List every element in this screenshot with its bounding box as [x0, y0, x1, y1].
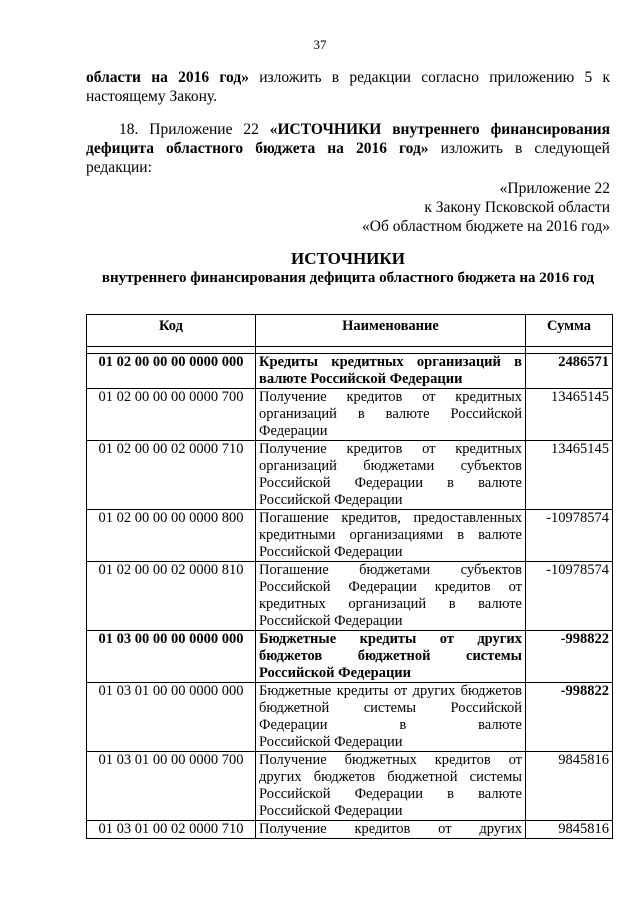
appendix-line-3: «Об областном бюджете на 2016 год»: [362, 218, 610, 235]
table-row: [87, 562, 613, 631]
header-sum: Сумма: [526, 315, 613, 347]
row-name: [256, 389, 526, 441]
row-code: 01 02 00 00 02 0000 810: [87, 562, 256, 631]
header-code: Код: [87, 315, 256, 347]
row-name: [256, 821, 526, 839]
table-spacer-row: [87, 347, 613, 354]
paragraph-2-bold: «ИСТОЧНИКИ внутреннего финансирования дефицита областного бюджета на 2016 год»: [86, 121, 610, 157]
row-name-last-line: Федерации: [259, 423, 328, 439]
row-name: [256, 562, 526, 631]
appendix-line-2: к Закону Псковской области: [424, 199, 610, 216]
row-code: 01 03 01 00 00 0000 700: [87, 752, 256, 821]
table-heading: [86, 249, 610, 288]
row-code: 01 02 00 00 02 0000 710: [87, 441, 256, 510]
table-row: [87, 441, 613, 510]
row-sum: 9845816: [526, 752, 613, 821]
table-header-row: [87, 315, 613, 347]
row-name-last-line: Российской Федерации: [259, 803, 403, 819]
row-name: [256, 510, 526, 562]
row-name-text: Кредиты кредитных организаций в: [259, 354, 522, 370]
row-name: [256, 631, 526, 683]
row-name-last-line: Российской Федерации: [259, 613, 403, 629]
row-sum: -10978574: [526, 510, 613, 562]
sources-table: [86, 314, 613, 839]
row-name-text: Получение кредитов от кредитных организаций в валюте Российской: [259, 389, 522, 422]
table-row: [87, 631, 613, 683]
row-sum: 9845816: [526, 821, 613, 839]
row-name-text: Бюджетные кредиты от других бюджетов бюджетной системы Российской Федерации в валюте: [259, 683, 522, 733]
row-sum: 13465145: [526, 389, 613, 441]
table-row: [87, 354, 613, 389]
row-name: [256, 354, 526, 389]
row-name-last-line: Российской Федерации: [259, 665, 412, 681]
header-name: Наименование: [256, 315, 526, 347]
paragraph-2: [86, 120, 610, 177]
paragraph-1-bold: области на 2016 год»: [86, 69, 249, 86]
row-name-text: Погашение бюджетами субъектов Российской Федерации кредитов от кредитных организаций в валюте: [259, 562, 522, 612]
row-name: [256, 752, 526, 821]
row-code: 01 02 00 00 00 0000 700: [87, 389, 256, 441]
row-code: 01 02 00 00 00 0000 800: [87, 510, 256, 562]
heading-title: ИСТОЧНИКИ: [291, 249, 405, 268]
row-sum: -998822: [526, 683, 613, 752]
row-sum: -998822: [526, 631, 613, 683]
appendix-line-1: «Приложение 22: [499, 180, 610, 197]
appendix-reference: [362, 179, 610, 236]
heading-subtitle: внутреннего финансирования дефицита областного бюджета на 2016 год: [101, 270, 595, 286]
row-code: 01 03 01 00 02 0000 710: [87, 821, 256, 839]
row-name-last-line: валюте Российской Федерации: [259, 371, 463, 387]
row-code: 01 03 01 00 00 0000 000: [87, 683, 256, 752]
row-sum: 2486571: [526, 354, 613, 389]
row-name-text: Получение кредитов от кредитных организаций бюджетами субъектов Российской Федерации в валюте: [259, 441, 522, 491]
paragraph-1-text: изложить в редакции согласно приложению 5 к настоящему Закону.: [86, 69, 610, 105]
row-name-last-line: Российской Федерации: [259, 734, 403, 750]
row-name: [256, 683, 526, 752]
row-name-text: Получение кредитов от других: [259, 821, 522, 837]
row-sum: 13465145: [526, 441, 613, 510]
table-row: [87, 510, 613, 562]
paragraph-2-lead: 18. Приложение 22: [119, 121, 270, 138]
page-number: 37: [313, 37, 327, 52]
paragraph-1: [86, 68, 610, 106]
row-name-text: Получение бюджетных кредитов от других бюджетов бюджетной системы Российской Федерации в валюте: [259, 752, 522, 802]
row-sum: -10978574: [526, 562, 613, 631]
row-code: 01 03 00 00 00 0000 000: [87, 631, 256, 683]
row-code: 01 02 00 00 00 0000 000: [87, 354, 256, 389]
table-row: [87, 683, 613, 752]
table-row: [87, 389, 613, 441]
table-row: [87, 821, 613, 839]
row-name: [256, 441, 526, 510]
row-name-text: Бюджетные кредиты от других бюджетов бюджетной системы: [259, 631, 522, 664]
row-name-last-line: Российской Федерации: [259, 492, 403, 508]
row-name-text: Погашение кредитов, предоставленных кредитными организациями в валюте: [259, 510, 522, 543]
row-name-last-line: Российской Федерации: [259, 544, 403, 560]
paragraph-2-text: изложить в следующей редакции:: [86, 140, 610, 176]
table-row: [87, 752, 613, 821]
